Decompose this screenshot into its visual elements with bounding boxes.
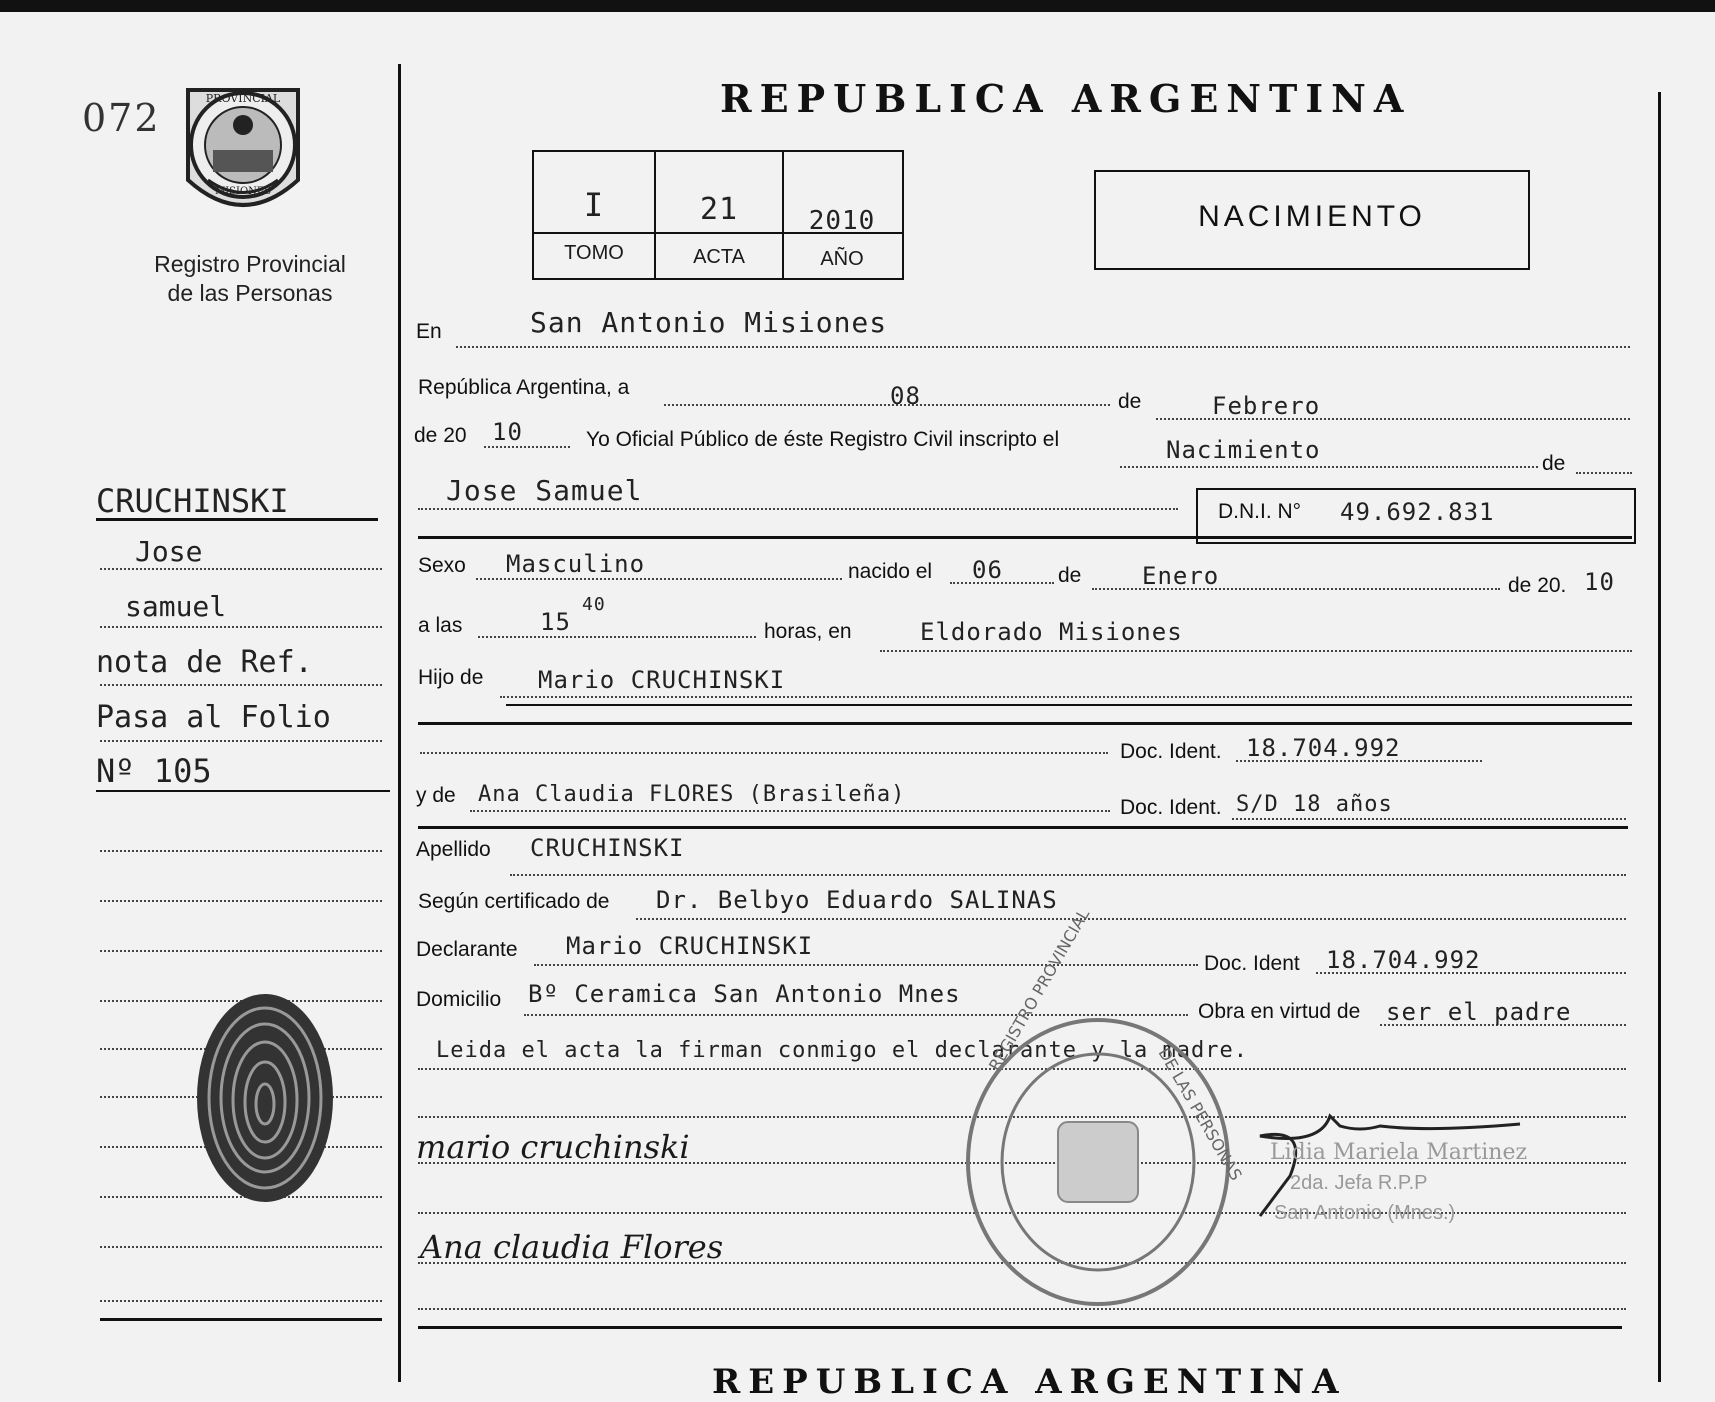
official-title: 2da. Jefa R.P.P (1290, 1172, 1428, 1194)
section-rule (506, 704, 1632, 706)
minute-value: 40 (582, 594, 606, 615)
margin-note-number: Nº 105 (96, 752, 212, 790)
a-las-label: a las (418, 614, 463, 637)
day-line (664, 404, 1110, 406)
margin-line (100, 950, 382, 952)
father-value: Mario CRUCHINSKI (538, 666, 786, 694)
hour-line (478, 636, 756, 638)
doc-ident-label-2: Doc. Ident. (1120, 796, 1222, 819)
y-de-label: y de (416, 784, 456, 807)
father-signature: mario cruchinski (416, 1128, 690, 1166)
inscripto-line (1120, 466, 1538, 468)
declarante-label: Declarante (416, 938, 518, 961)
margin-line (100, 850, 382, 852)
year-line (484, 446, 570, 448)
father-line (500, 696, 1632, 698)
domicilio-label: Domicilio (416, 988, 502, 1011)
margin-rule (100, 1318, 382, 1321)
margin-note-ref: nota de Ref. (96, 645, 313, 680)
mother-doc-line (1232, 818, 1626, 820)
acta-value: 21 (699, 192, 739, 227)
margin-line (100, 740, 382, 742)
margin-line (100, 1246, 382, 1248)
margin-note-folio: Pasa al Folio (96, 700, 331, 735)
country-title: REPUBLICA ARGENTINA (720, 76, 1412, 121)
registry-name-line2: de las Personas (167, 280, 333, 306)
name-line (418, 508, 1178, 510)
en-line (456, 346, 1630, 348)
de-label: de (1118, 390, 1142, 413)
section-rule (418, 722, 1632, 725)
day-value: 08 (890, 382, 921, 410)
margin-note-name1: Jose (135, 535, 203, 568)
footer-partial-title: REPUBLICA ARGENTINA (712, 1362, 1347, 1402)
section-rule (418, 826, 1628, 829)
margin-rule (96, 790, 390, 792)
doc-ident-label-3: Doc. Ident (1204, 952, 1300, 975)
place-value: Eldorado Misiones (920, 618, 1183, 646)
right-border-line (1658, 92, 1661, 1382)
registry-name-line1: Registro Provincial (154, 251, 346, 277)
anio-value: 2010 (808, 206, 876, 236)
margin-line (100, 900, 382, 902)
declarante-line (534, 964, 1198, 966)
section-rule (418, 536, 1632, 539)
margin-note-name2: samuel (125, 590, 227, 623)
doc-ident-label: Doc. Ident. (1120, 740, 1222, 763)
hour-value: 15 (540, 608, 571, 636)
name-value: Jose Samuel (446, 474, 643, 507)
domicilio-value: Bº Ceramica San Antonio Mnes (528, 980, 961, 1008)
certificado-value: Dr. Belbyo Eduardo SALINAS (656, 886, 1058, 914)
stamp-text-right: DE LAS PERSONAS (1154, 1044, 1246, 1184)
margin-line (100, 626, 382, 628)
certificado-line (636, 918, 1626, 920)
father-extra-line (420, 752, 1108, 754)
official-name: Lidia Mariela Martinez (1270, 1140, 1528, 1165)
apellido-value: CRUCHINSKI (530, 834, 685, 862)
mother-doc-value: S/D 18 años (1236, 792, 1393, 817)
de-line-2 (1576, 472, 1632, 474)
oficial-label: Yo Oficial Público de éste Registro Civil inscripto el (586, 428, 1060, 451)
anio-label: AÑO (820, 248, 864, 270)
inscripto-value: Nacimiento (1166, 436, 1321, 464)
margin-line (100, 684, 382, 686)
en-value: San Antonio Misiones (530, 306, 888, 339)
father-doc-value: 18.704.992 (1246, 734, 1401, 762)
page-number: 072 (82, 96, 161, 140)
seal-text-top: PROVINCIAL (205, 92, 281, 105)
declarante-doc-value: 18.704.992 (1326, 946, 1481, 974)
document-type: NACIMIENTO (1198, 200, 1426, 233)
republica-label: República Argentina, a (418, 376, 630, 399)
mother-line (470, 810, 1110, 812)
declarante-value: Mario CRUCHINSKI (566, 932, 814, 960)
scan-edge (0, 0, 1715, 12)
stamp-text-left: REGISTRO PROVINCIAL (985, 905, 1094, 1074)
leida-value: Leida el acta la firman conmigo el declarante y la madre. (436, 1038, 1248, 1063)
obra-label: Obra en virtud de (1198, 1000, 1361, 1023)
margin-line (100, 1300, 382, 1302)
misiones-seal-icon (168, 70, 318, 230)
left-border-line (398, 64, 401, 1382)
de-label-2: de (1542, 452, 1566, 475)
month-value: Febrero (1212, 392, 1321, 420)
bottom-rule (418, 1326, 1622, 1329)
official-place: San Antonio (Mnes.) (1274, 1202, 1456, 1224)
birth-day-value: 06 (972, 556, 1003, 584)
dni-label: D.N.I. N° (1218, 500, 1302, 523)
sexo-label: Sexo (418, 554, 466, 577)
apellido-line (510, 874, 1626, 876)
tomo-value: I (583, 186, 605, 224)
hijo-label: Hijo de (418, 666, 484, 689)
mother-signature: Ana claudia Flores (420, 1228, 724, 1266)
birth-year-label: de 20. (1508, 574, 1567, 597)
registry-name (110, 250, 390, 308)
sexo-line (476, 578, 842, 580)
year-prefix-label: de 20 (414, 424, 467, 447)
acta-label: ACTA (693, 246, 745, 268)
year-suffix-value: 10 (492, 418, 523, 446)
birth-year-value: 10 (1584, 568, 1615, 596)
tomo-label: TOMO (564, 242, 624, 264)
margin-note-surname: CRUCHINSKI (96, 482, 289, 520)
place-line (880, 650, 1632, 652)
margin-line (100, 568, 382, 570)
mother-value: Ana Claudia FLORES (Brasileña) (478, 782, 906, 807)
segun-label: Según certificado de (418, 890, 610, 913)
birth-month-value: Enero (1142, 562, 1220, 590)
en-label: En (416, 320, 442, 343)
seal-text-bottom: MISIONES (214, 186, 272, 197)
de-label-3: de (1058, 564, 1082, 587)
horas-label: horas, en (764, 620, 852, 643)
sexo-value: Masculino (506, 550, 646, 578)
apellido-label: Apellido (416, 838, 491, 861)
dni-value: 49.692.831 (1340, 498, 1495, 526)
obra-value: ser el padre (1386, 998, 1572, 1026)
nacido-label: nacido el (848, 560, 933, 583)
fingerprint-icon (190, 988, 340, 1208)
